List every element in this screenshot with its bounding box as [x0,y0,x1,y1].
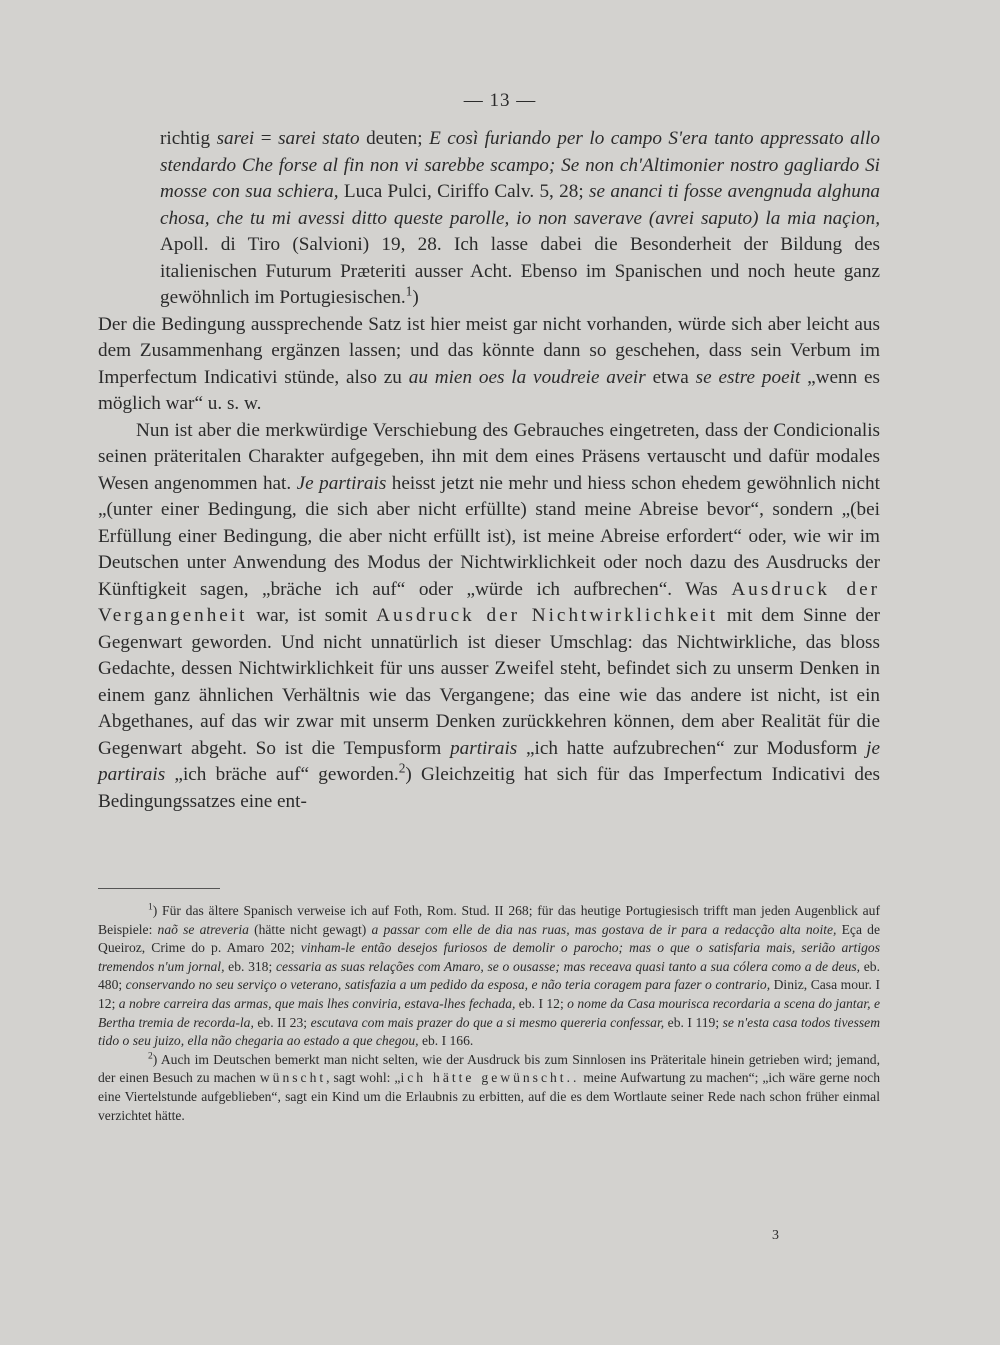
page-number: — 13 — [463,90,537,111]
signature-mark: 3 [772,1228,779,1243]
quote-paragraph: richtig sarei = sarei stato deuten; E così furiando per lo campo S'era tanto appressato allo stendardo Che forse al fin non vi sarebbe scampo; Se non ch'Altimonier nostro gagliardo Si mosse con sua schiera, Luca Pulci, Ciriffo Calv. 5, 28; se ananci ti fosse avengnuda alghuna chosa, che tu mi avessi ditto queste parolle, io non saverave (avrei saputo) la mia naçion, Apoll. di Tiro (Salvioni) 19, 28. Ich lasse dabei die Besonderheit der Bildung des italienischen Futurum Præteriti ausser Acht. Ebenso im Spanischen und noch heute ganz gewöhnlich im Portugiesischen.$^1$) [160,128,881,308]
footnote-2: $^2$) Auch im Deutschen bemerkt man nicht selten, wie der Ausdruck bis zum Sinnlosen ins Präteritale hinein getrieben wird; jemand, der einen Besuch zu machen wünscht, sagt wohl: „ich hätte gewünscht.. meine Aufwartung zu machen“; „ich wäre gerne noch eine Viertelstunde aufgeblieben“, sagt ein Kind um die Erlaubnis zu erbitten, auf die es dem Wortlaute seiner Rede nach schon früher einmal verzichtet hätte. [98,1051,880,1123]
footnote-divider [98,888,220,889]
body-paragraph-2: Nun ist aber die merkwürdige Verschiebung des Gebrauches eingetreten, dass der Condicionalis seinen präteritalen Charakter aufgegeben, ihn mit dem eines Präsens vertauscht und dafür modales Wesen angenommen hat. Je partirais heisst jetzt nie mehr und hiess schon ehedem gewöhnlich nicht „(unter einer Bedingung, die sich aber nicht erfüllte) stand meine Abreise bevor“, sondern „(bei Erfüllung einer Bedingung, die aber nicht erfüllt ist), ist meine Abreise erfordert“ oder, wie wir im Deutschen unter Anwendung des Modus der Nichtwirklichkeit oder noch dazu des Ausdrucks der Künftigkeit sagen, „bräche ich auf“ oder „würde ich aufbrechen“. Was Ausdruck der Vergangenheit war, ist somit Ausdruck der Nichtwirklichkeit mit dem Sinne der Gegenwart geworden. Und nicht unnatürlich ist dieser Umschlag: das Nichtwirkliche, das bloss Gedachte, dessen Nichtwirklichkeit für uns ausser Zweifel steht, befindet sich zu unserm Denken in einem ganz ähnlichen Verhältnis wie das Vergangene; das eine wie das andere ist nicht, ist ein Abgethanes, auf das wir zwar mit unserm Denken zurückkehren können, dem aber Realität für die Gegenwart abgeht. So ist die Tempusform partirais „ich hatte aufzubrechen“ zur Modusform je partirais „ich bräche auf“ geworden.$^2$) Gleichzeitig hat sich für das Imperfectum Indicativi des Bedingungssatzes eine ent- [98,419,880,812]
body-paragraph-1: Der die Bedingung aussprechende Satz ist hier meist gar nicht vorhanden, würde sich aber leicht aus dem Zusammenhang ergänzen lassen; und das könnte dann so geschehen, dass sein Verbum im Imperfectum Indicativi stünde, also zu au mien oes la voudreie aveir etwa se estre poeit „wenn es möglich war“ u. s. w. [98,313,881,414]
footnote-1: $^1$) Für das ältere Spanisch verweise ich auf Foth, Rom. Stud. II 268; für das heutige Portugiesisch trifft man jeden Augenblick auf Beispiele: naõ se atreveria (hätte nicht gewagt) a passar com elle de dia nas ruas, mas gostava de ir para a redacção alta noite, Eça de Queiroz, Crime do p. Amaro 202; vinham-le então desejos furiosos de demolir o parocho; mas o que o satisfaria mais, serião artigos tremendos n'um jornal, eb. 318; cessaria as suas relações com Amaro, se o ousasse; mas receava quasi tanto a sua cólera como a de deus, eb. 480; conservando no seu serviço o veterano, satisfazia a um pedido da esposa, e não teria coragem para fazer o contrario, Diniz, Casa mour. I 12; a nobre carreira das armas, que mais lhes conviria, estava-lhes fechada, eb. I 12; o nome da Casa mourisca recordaria a scena do jantar, e Bertha tremia de recorda-la, eb. II 23; escutava com mais prazer do que a si mesmo quereria confessar, eb. I 119; se n'esta casa todos tivessem tido o seu juizo, ella não chegaria ao estado a que chegou, eb. I 166. [98,902,881,1049]
main-text [98,126,880,815]
footnotes [98,902,880,1125]
